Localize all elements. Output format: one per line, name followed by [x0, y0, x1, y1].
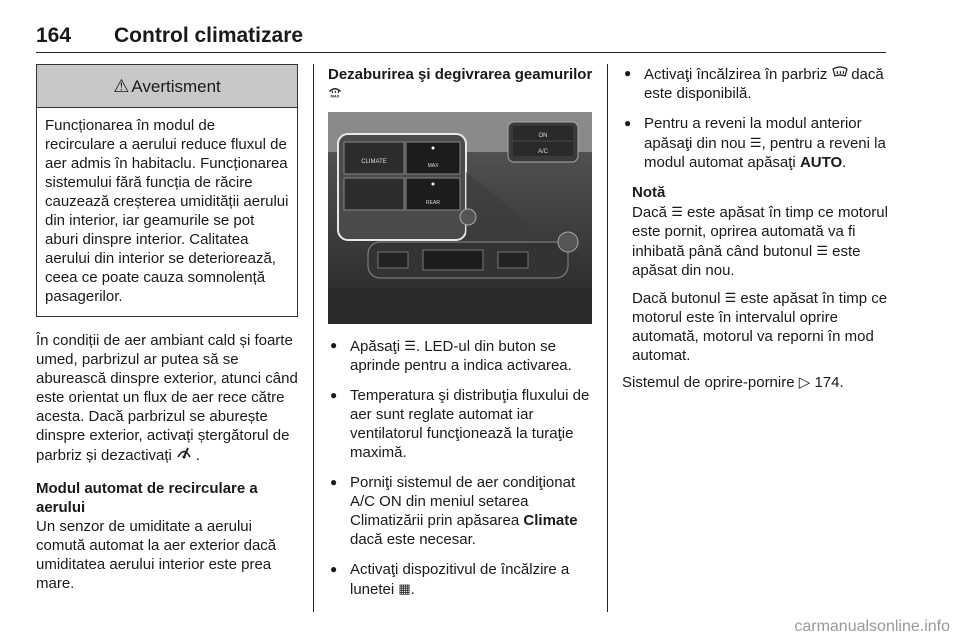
note-paragraph: Dacă ☰ este apăsat în timp ce motorul este pornit, oprirea automată va fi inhibată până când butonul ☰ este apăsat din nou.	[632, 204, 888, 279]
windscreen-max-defrost-icon: ☰	[749, 135, 762, 150]
photo-label-max: MAX	[427, 163, 439, 169]
list-item: ● Activaţi dispozitivul de încălzire a lunetei ▦.	[328, 560, 593, 599]
photo-label-ac: A/C	[537, 149, 549, 155]
climate-panel-photo	[328, 112, 592, 324]
rear-window-defrost-icon: ▦	[398, 581, 411, 596]
note-paragraph: Dacă butonul ☰ este apăsat în timp ce motorul este în intervalul oprire automată, motorul va reporni în mod automat.	[632, 290, 888, 364]
warning-box	[36, 64, 298, 317]
page-header	[36, 24, 886, 53]
windscreen-max-defrost-icon: ☰	[671, 204, 683, 219]
note-title: Notă	[632, 184, 666, 201]
subheading: Modul automat de recirculare a aerului	[36, 480, 258, 516]
list-item: ● Apăsaţi ☰. LED-ul din buton se aprinde pentru a indica activarea.	[328, 336, 593, 375]
svg-text:MAX: MAX	[330, 93, 340, 98]
list-item: ● Pentru a reveni la modul anterior apăsaţi din nou ☰, pentru a reveni la modul automat apăsaţi AUTO.	[622, 114, 890, 172]
page-reference-arrow-icon: ▷	[798, 374, 811, 391]
wiper-icon	[176, 447, 196, 462]
note-block	[622, 183, 890, 365]
column-middle	[328, 64, 593, 610]
column-divider	[607, 64, 608, 612]
windscreen-max-defrost-icon: ☰	[404, 338, 416, 353]
windscreen-max-defrost-icon	[328, 86, 342, 101]
windscreen-max-defrost-icon: ☰	[816, 243, 828, 258]
section-title: Control climatizare	[114, 24, 304, 47]
photo-label-climate: CLIMATE	[361, 159, 387, 165]
list-item: ● Porniţi sistemul de aer condiţionat A/C ON din meniul setarea Climatizării prin apăsarea Climate dacă este necesar.	[328, 473, 593, 549]
warning-header	[37, 65, 297, 108]
warning-title: Avertisment	[131, 76, 221, 96]
column-divider	[313, 64, 314, 612]
paragraph: În condiții de aer ambiant cald și foarte umed, parbrizul ar putea să se aburească dinspre exterior, atunci când este orientat un flux de aer rece către acesta. Dacă parbrizul se aburește dinspre exterior, activați ștergătorul de parbriz și dezactivați .	[36, 332, 298, 464]
warning-body: Funcționarea în modul de recirculare a aerului reduce fluxul de aer admis în habitaclu. Funcționarea sistemului fără funcția de răcire cauzează creșterea umidității aerului din interior, iar geamurile se pot aburi dinspre interior. Calitatea aerului din interior se deteriorează, ceea ce poate cauza somnolență pasagerilor.	[45, 117, 289, 305]
warning-triangle-icon: ⚠	[113, 75, 130, 96]
column-right	[622, 64, 890, 392]
photo-label-rear: REAR	[426, 200, 440, 206]
heated-windscreen-icon	[832, 66, 852, 81]
column-left	[36, 64, 298, 593]
list-item: ● Activaţi încălzirea în parbriz dacă este disponibilă.	[622, 64, 890, 103]
windscreen-max-defrost-icon: ☰	[724, 290, 737, 305]
watermark: carmanualsonline.info	[794, 618, 950, 635]
cross-reference[interactable]: Sistemul de oprire-pornire ▷ 174.	[622, 374, 844, 391]
photo-label-on: ON	[538, 133, 548, 139]
paragraph: Un senzor de umiditate a aerului comută automat la aer exterior dacă umiditatea aerului interior este prea mare.	[36, 518, 277, 592]
page-number: 164	[36, 24, 72, 47]
subheading: Dezaburirea şi degivrarea geamurilor MAX	[328, 64, 593, 104]
list-item: ● Temperatura şi distribuţia fluxului de aer sunt reglate automat iar ventilatorul funcţionează la turaţie maximă.	[328, 386, 593, 462]
